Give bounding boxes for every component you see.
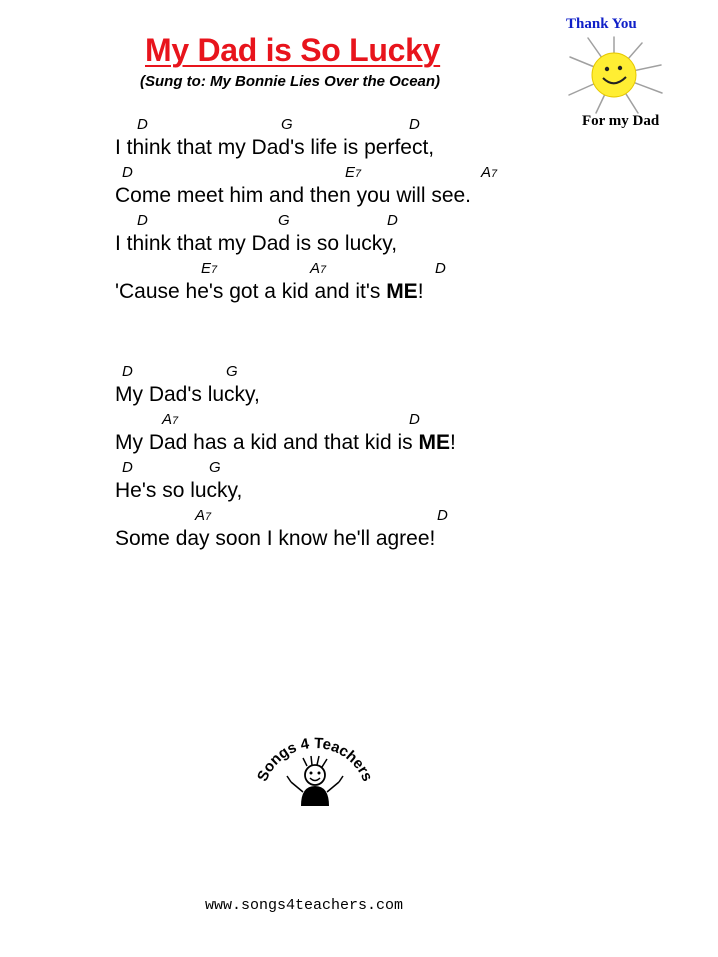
chord: D	[409, 411, 420, 428]
lyric-line: Come meet him and then you will see.	[115, 184, 472, 207]
chord: G	[281, 116, 293, 133]
lyric-line: He's so lucky,	[115, 479, 243, 502]
chord: D	[437, 507, 448, 524]
chord: E7	[201, 260, 218, 277]
lyric-line: 'Cause he's got a kid and it's ME!	[115, 280, 424, 303]
sun-icon	[566, 35, 666, 115]
chord: D	[435, 260, 446, 277]
chord: A7	[195, 507, 212, 524]
lyric-line: I think that my Dad's life is perfect,	[115, 136, 435, 159]
svg-text:Songs 4 Teachers: Songs 4 Teachers	[254, 734, 376, 785]
chord: D	[137, 212, 148, 229]
chord: A7	[481, 164, 498, 181]
songs4teachers-logo	[245, 730, 385, 810]
chord: D	[122, 164, 133, 181]
lyric-line: My Dad's lucky,	[115, 383, 260, 406]
song-title: My Dad is So Lucky	[145, 32, 441, 68]
lyric-line: I think that my Dad is so lucky,	[115, 232, 398, 255]
chord: E7	[345, 164, 362, 181]
song-subtitle: (Sung to: My Bonnie Lies Over the Ocean)	[140, 73, 441, 90]
for-my-dad-text: For my Dad	[582, 113, 660, 129]
website-url: www.songs4teachers.com	[205, 897, 404, 914]
chord: D	[409, 116, 420, 133]
chord: G	[226, 363, 238, 380]
chord: D	[137, 116, 148, 133]
chord: G	[209, 459, 221, 476]
chord: D	[387, 212, 398, 229]
chord: G	[278, 212, 290, 229]
chord: A7	[310, 260, 327, 277]
chord: D	[122, 459, 133, 476]
thank-you-text: Thank You	[566, 16, 637, 32]
lyric-line: My Dad has a kid and that kid is ME!	[115, 431, 456, 454]
chord: A7	[162, 411, 179, 428]
chord: D	[122, 363, 133, 380]
lyric-line: Some day soon I know he'll agree!	[115, 527, 436, 550]
